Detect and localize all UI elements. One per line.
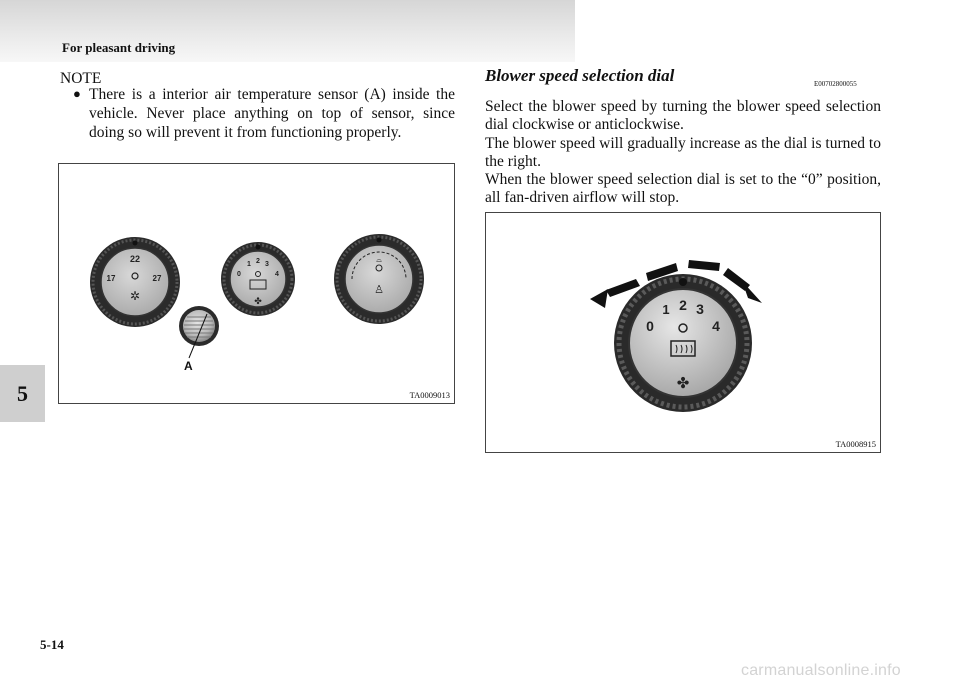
blower-speed-dial [614,274,752,412]
dial-label-3: 3 [696,301,704,317]
temp-label-22: 22 [129,254,141,264]
temp-label-27: 27 [152,274,162,283]
temperature-dial [90,237,180,327]
note-label: NOTE [60,70,102,87]
temp-label-17: 17 [106,274,116,283]
page-number: 5-14 [40,637,64,652]
paragraph: When the blower speed selection dial is set to the “0” position, all fan-driven airflow will stop. [485,171,881,207]
bullet-icon: ● [73,86,81,101]
blower-dial-illustration [486,213,882,454]
figure-blower-dial [485,212,881,453]
dial-label-4: 4 [712,318,720,334]
section-code: E00702800055 [814,80,857,88]
seat-icon: ♙ [374,284,384,296]
fan-label-2: 2 [256,258,260,265]
fan-label-3: 3 [265,261,269,268]
section-title: For pleasant driving [62,40,176,55]
dial-label-1: 1 [662,302,670,317]
fan-label-1: 1 [247,261,251,268]
chapter-tab [0,365,45,422]
chapter-number: 5 [17,380,28,406]
section-heading: Blower speed selection dial [485,66,675,85]
fan-icon: ✤ [676,375,690,392]
snowflake-icon: ✲ [129,289,141,303]
sensor-callout-a: A [184,359,193,373]
climate-controls-illustration [59,164,456,405]
note-text: There is a interior air temperature sensor (A) inside the vehicle. Never place anything on top of sensor, since doing so will prevent it from functioning properly. [89,86,455,141]
dial-label-2: 2 [679,297,687,313]
fan-speed-dial [221,242,295,316]
interior-temperature-sensor [179,306,219,373]
paragraph: The blower speed will gradually increase as the dial is turned to the right. [485,134,881,170]
fan-label-0: 0 [237,271,241,278]
paragraph: Select the blower speed by turning the blower speed selection dial clockwise or anticlockwise. [485,98,881,134]
figure-code: TA0009013 [409,390,450,400]
section-body [485,98,881,208]
fan-label-4: 4 [275,271,279,278]
figure-climate-controls [58,163,455,404]
watermark: carmanualsonline.info [741,662,901,679]
dial-label-0: 0 [646,318,654,334]
air-outlet-dial [334,234,424,324]
figure-code: TA0008915 [835,439,876,449]
windshield-icon: ⌓ [376,257,382,264]
fan-icon: ✤ [254,296,262,306]
